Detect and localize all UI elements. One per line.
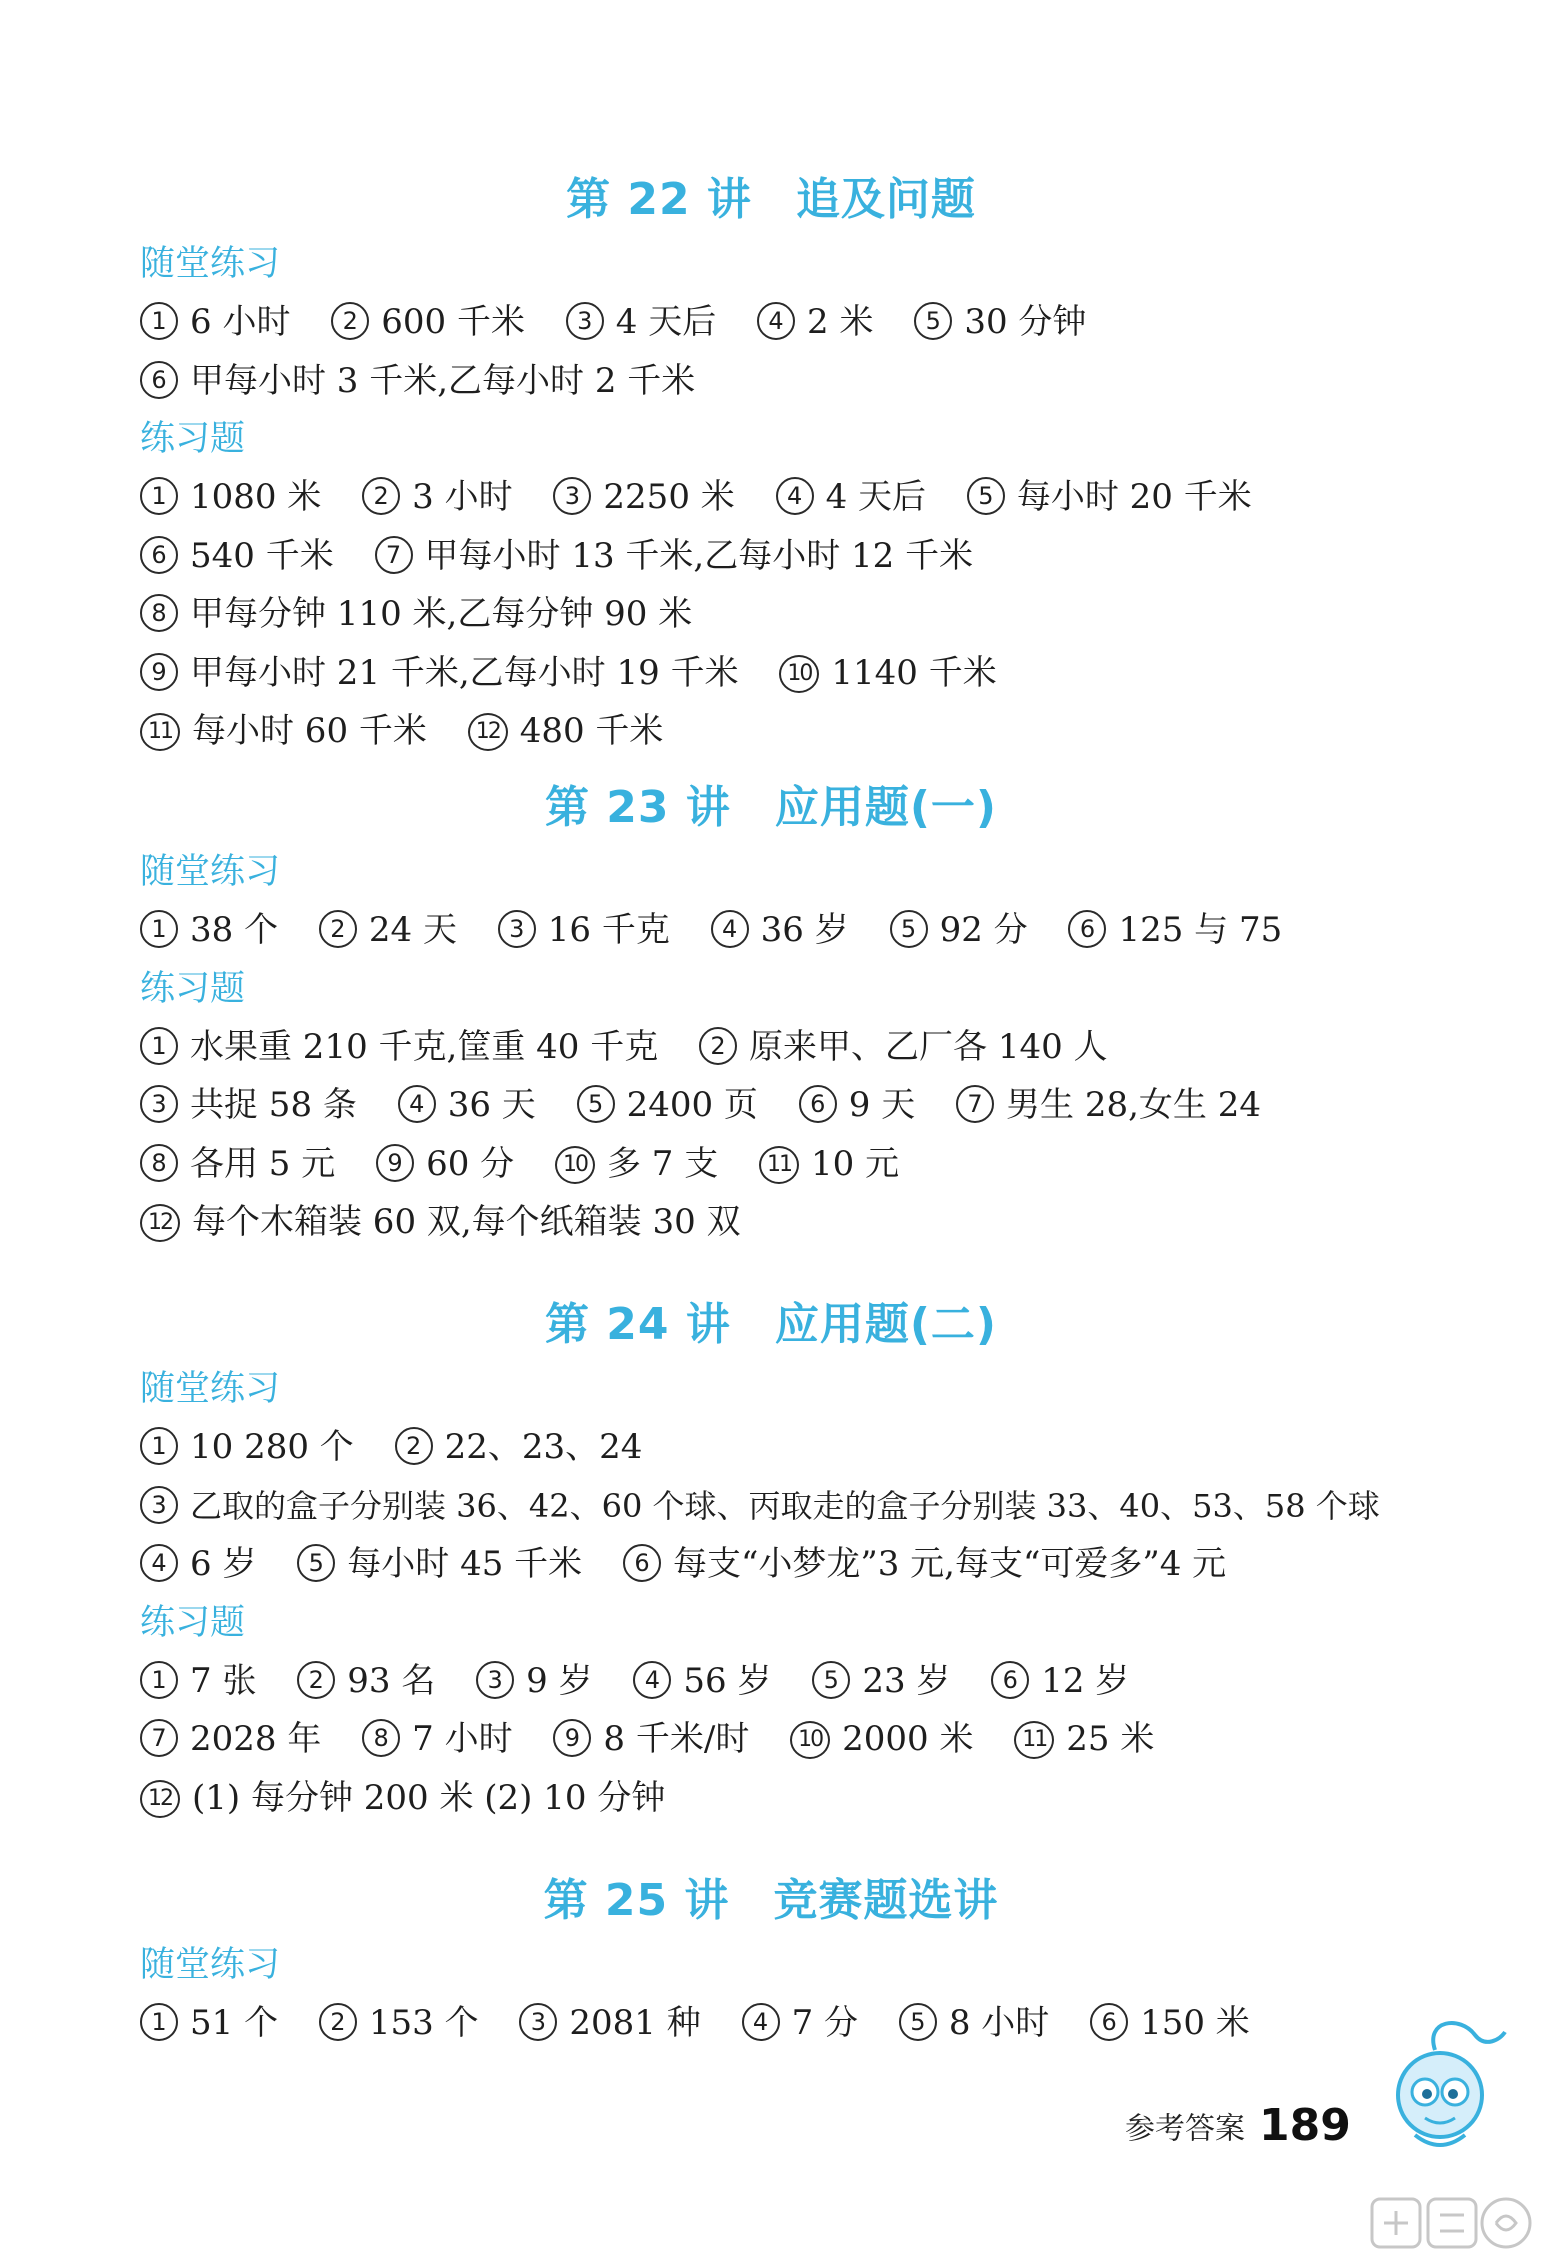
answer-item [395,1418,643,1477]
answer-item [967,468,1252,527]
answer-item [140,293,290,352]
question-number: 4 [711,910,749,948]
answer-text: 2081 种 [569,2003,701,2043]
question-number: 4 [140,1544,178,1582]
answer-item [476,1652,592,1711]
answer-item [742,1994,858,2053]
question-number: 5 [577,1085,615,1123]
question-number: 1 [140,302,178,340]
answer-text: 7 张 [190,1660,257,1701]
section-heading: 练习题 [140,419,246,459]
answer-line [140,702,1542,761]
answer-text: 8 千米/时 [603,1719,750,1759]
question-number: 2 [319,910,357,948]
question-number: 2 [331,302,369,340]
answer-item [790,1710,973,1769]
section-heading: 练习题 [140,1602,246,1643]
answer-item [140,644,739,703]
question-number: 9 [376,1144,414,1182]
answer-text: 92 分 [939,910,1028,950]
answer-text: 60 分 [426,1143,515,1184]
answer-item [140,1018,658,1077]
answer-text: 多 7 支 [606,1143,719,1184]
answer-line [140,1994,1542,2053]
answer-item [140,1769,665,1828]
answer-item [140,1418,354,1477]
question-number: 6 [623,1544,661,1582]
question-number: 2 [297,1661,335,1699]
answer-line [140,1535,1542,1594]
answer-line [140,1769,1542,1828]
question-number: 6 [799,1085,837,1123]
answer-line [140,644,1542,703]
answer-item [362,468,512,527]
question-number: 6 [140,536,178,574]
answer-text: 共捉 58 条 [190,1085,357,1125]
lecture-number: 第 23 讲 [544,782,731,833]
question-number: 1 [140,1427,178,1465]
answer-text: 10 280 个 [190,1427,354,1467]
answer-item [140,527,334,586]
answer-text: 540 千米 [190,535,334,576]
answer-line [140,468,1542,527]
answer-item [319,901,457,960]
answer-item [140,1535,256,1594]
answer-item [890,901,1028,960]
answer-item [140,1710,321,1769]
question-number: 3 [140,1486,178,1524]
answer-text: 每小时 60 千米 [192,711,427,751]
answer-text: 8 小时 [948,2003,1050,2043]
answer-item [759,1135,899,1194]
answer-text: 480 千米 [519,711,664,751]
answer-text: 各用 5 元 [190,1143,336,1184]
question-number: 7 [140,1719,178,1757]
question-number: 3 [566,302,604,340]
lecture-title [0,165,1542,235]
answer-item [468,702,664,761]
answer-line [140,293,1542,352]
answer-item [779,644,996,703]
answer-item [319,1994,479,2053]
answer-item [799,1076,915,1135]
answer-text: (1) 每分钟 200 米 (2) 10 分钟 [192,1777,666,1818]
question-number: 4 [757,302,795,340]
cartoon-mascot-icon [1365,2010,1515,2160]
site-watermark-logo [1370,2195,1535,2255]
question-number: 4 [398,1085,436,1123]
question-number: 5 [812,1661,850,1699]
answer-item [1090,1994,1250,2053]
answer-text: 每小时 20 千米 [1016,477,1252,517]
question-number: 1 [140,1661,178,1699]
lecture-number: 第 22 讲 [566,174,752,225]
answer-line [140,1135,1542,1194]
lecture-topic: 竞赛题选讲 [773,1875,999,1926]
question-number: 10 [555,1146,595,1184]
answer-item [140,1076,357,1135]
lecture-topic: 应用题(二) [774,1299,998,1350]
lecture-title [0,1290,1542,1360]
question-number: 5 [914,302,952,340]
answer-item [375,527,974,586]
answer-line [140,352,1542,411]
question-number: 4 [742,2003,780,2041]
answer-text: 2250 米 [603,477,735,517]
answer-text: 男生 28,女生 24 [1006,1085,1261,1125]
answer-text: 每支“小梦龙”3 元,每支“可爱多”4 元 [672,1544,1227,1584]
question-number: 7 [375,536,413,574]
question-number: 6 [1068,910,1106,948]
question-number: 2 [362,477,400,515]
question-number: 6 [1090,2003,1128,2041]
question-number: 3 [140,1085,178,1123]
answer-item [991,1652,1129,1711]
answer-item [812,1652,950,1711]
answer-text: 51 个 [190,2003,279,2043]
answer-text: 每小时 45 千米 [347,1544,583,1584]
lecture-23 [0,773,1542,1252]
answer-text: 150 米 [1140,2003,1250,2043]
answer-item [398,1076,536,1135]
answer-item [140,1994,278,2053]
answer-item [555,1135,718,1194]
question-number: 3 [476,1661,514,1699]
answer-item [914,293,1086,352]
answer-item [376,1135,514,1194]
question-number: 8 [140,594,178,632]
answer-line [140,1652,1542,1711]
answer-text: 36 岁 [760,910,849,950]
question-number: 2 [699,1027,737,1065]
answer-item [623,1535,1226,1594]
answer-text: 2 米 [807,302,874,342]
answer-line [140,1418,1542,1477]
question-number: 1 [140,477,178,515]
answer-item [362,1710,512,1769]
answer-text: 2000 米 [842,1719,974,1759]
question-number: 3 [498,910,536,948]
question-number: 12 [140,1204,180,1242]
answer-text: 10 元 [811,1143,900,1184]
answer-text: 153 个 [368,2003,479,2043]
answer-text: 2028 年 [190,1719,322,1759]
question-number: 3 [519,2003,557,2041]
question-number: 1 [140,2003,178,2041]
question-number: 2 [395,1427,433,1465]
section-heading: 随堂练习 [140,1369,281,1409]
answer-text: 7 小时 [412,1719,513,1759]
answer-item [711,901,849,960]
lecture-title [0,773,1542,843]
answer-text: 9 天 [848,1085,916,1125]
answer-item [633,1652,771,1711]
answer-text: 22、23、24 [444,1427,643,1467]
answer-text: 16 千克 [547,910,670,950]
answer-line [140,1018,1542,1077]
question-number: 5 [297,1544,335,1582]
answer-item [1068,901,1282,960]
section-heading: 练习题 [140,968,246,1009]
answer-item [140,702,427,761]
question-number: 4 [776,477,814,515]
answer-text: 4 天后 [615,302,717,342]
answer-text: 3 小时 [412,477,513,517]
question-number: 1 [140,910,178,948]
question-number: 11 [1014,1721,1054,1759]
answer-item [140,1135,335,1194]
page-number: 189 [1259,2100,1351,2151]
answer-item [140,901,278,960]
answer-item [553,468,734,527]
question-number: 2 [319,2003,357,2041]
answer-text: 30 分钟 [964,302,1087,342]
lecture-25 [0,1866,1542,2053]
section-heading: 随堂练习 [140,244,281,284]
answer-item [899,1994,1049,2053]
answer-text: 甲每小时 3 千米,乙每小时 2 千米 [190,360,696,401]
question-number: 6 [991,1661,1029,1699]
question-number: 9 [553,1719,591,1757]
answer-line [140,1710,1542,1769]
answer-text: 38 个 [190,910,279,950]
answer-text: 25 米 [1066,1719,1155,1759]
question-number: 12 [468,713,508,751]
answer-text: 甲每小时 13 千米,乙每小时 12 千米 [424,535,974,576]
answer-line [140,1477,1542,1536]
answer-text: 9 岁 [526,1660,593,1701]
answer-item [699,1018,1108,1077]
answer-item [956,1076,1261,1135]
answer-item [1014,1710,1154,1769]
answer-item [140,585,692,644]
answer-text: 600 千米 [381,302,525,342]
question-number: 6 [140,361,178,399]
lecture-24 [0,1290,1542,1827]
answer-item [553,1710,749,1769]
answer-text: 2400 页 [626,1085,758,1125]
answer-text: 56 岁 [683,1660,772,1701]
answer-text: 甲每小时 21 千米,乙每小时 19 千米 [190,652,739,693]
question-number: 9 [140,653,178,691]
answer-text: 36 天 [447,1085,536,1125]
question-number: 12 [140,1780,180,1818]
answer-item [140,352,695,411]
question-number: 5 [967,477,1005,515]
section-heading: 随堂练习 [140,852,281,892]
answer-text: 水果重 210 千克,筐重 40 千克 [190,1026,659,1067]
question-number: 8 [362,1719,400,1757]
answer-item [577,1076,758,1135]
answer-item [776,468,926,527]
question-number: 11 [140,713,180,751]
page-footer [1125,2100,1351,2151]
lecture-number: 第 25 讲 [543,1875,730,1926]
answer-item [140,1652,256,1711]
question-number: 10 [779,655,819,693]
lecture-title [0,1866,1542,1936]
question-number: 10 [790,1721,830,1759]
answer-text: 125 与 75 [1118,910,1283,950]
lecture-22 [0,165,1542,761]
answer-line [140,1076,1542,1135]
answer-text: 1140 千米 [831,652,997,693]
answer-text: 每个木箱装 60 双,每个纸箱装 30 双 [192,1202,741,1242]
answer-text: 12 岁 [1041,1660,1130,1701]
question-number: 8 [140,1144,178,1182]
answer-text: 24 天 [368,910,457,950]
answer-text: 6 岁 [190,1544,257,1584]
question-number: 11 [759,1146,799,1184]
question-number: 5 [899,2003,937,2041]
question-number: 1 [140,1027,178,1065]
answer-line [140,901,1542,960]
answer-text: 23 岁 [862,1660,951,1701]
answer-item [757,293,873,352]
answer-text: 1080 米 [190,477,322,517]
answer-line [140,585,1542,644]
answer-line [140,1193,1542,1252]
question-number: 5 [890,910,928,948]
answer-text: 7 分 [791,2003,859,2043]
answer-text: 6 小时 [190,302,291,342]
answer-text: 原来甲、乙厂各 140 人 [749,1026,1108,1067]
footer-label: 参考答案 [1125,2111,1245,2147]
answer-item [140,1193,741,1252]
answer-line [140,527,1542,586]
answer-item [498,901,670,960]
question-number: 7 [956,1085,994,1123]
question-number: 4 [633,1661,671,1699]
lecture-number: 第 24 讲 [544,1299,731,1350]
answer-text: 甲每分钟 110 米,乙每分钟 90 米 [190,594,693,634]
question-number: 3 [553,477,591,515]
answer-item [140,468,321,527]
lecture-topic: 追及问题 [795,174,976,225]
answer-item [331,293,525,352]
section-heading: 随堂练习 [140,1945,281,1985]
answer-text: 乙取的盒子分别装 36、42、60 个球、丙取走的盒子分别装 33、40、53、58 个球 [190,1486,1380,1525]
answer-item [140,1477,1380,1536]
answer-text: 93 名 [347,1660,436,1701]
answer-item [519,1994,700,2053]
answer-text: 4 天后 [825,477,927,517]
answer-item [297,1652,435,1711]
answer-item [566,293,716,352]
lecture-topic: 应用题(一) [774,782,998,833]
answer-item [297,1535,582,1594]
